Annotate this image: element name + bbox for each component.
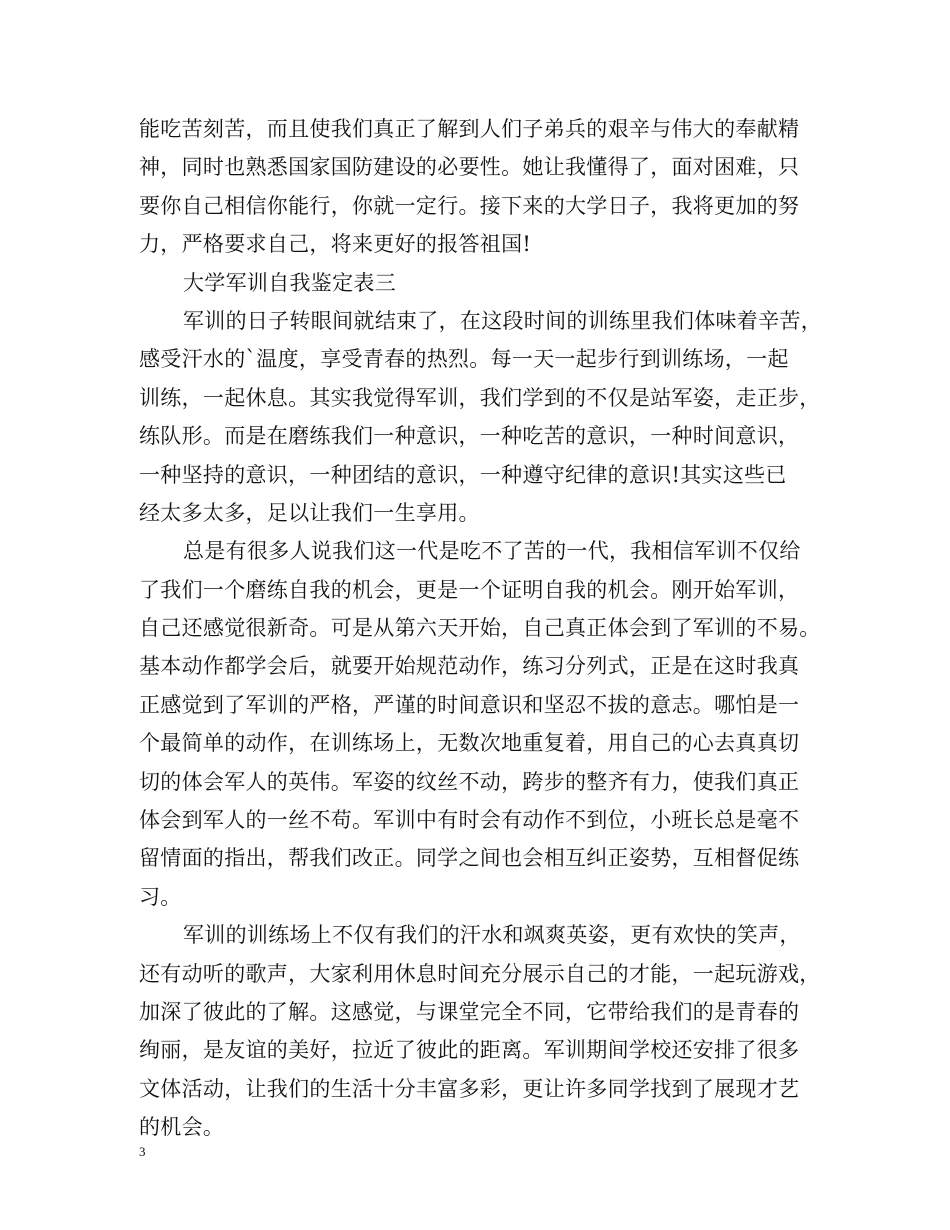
section-heading: 大学军训自我鉴定表三 bbox=[183, 270, 396, 295]
text-line: 一种坚持的意识，一种团结的意识，一种遵守纪律的意识!其实这些已 bbox=[139, 462, 787, 487]
text-line: 的机会。 bbox=[139, 1115, 225, 1140]
text-line: 力，严格要求自己，将来更好的报答祖国! bbox=[139, 232, 532, 257]
text-line: 训练，一起休息。其实我觉得军训，我们学到的不仅是站军姿，走正步， bbox=[139, 385, 821, 410]
text-line: 文体活动，让我们的生活十分丰富多彩，更让许多同学找到了展现才艺 bbox=[139, 1076, 800, 1101]
text-line: 个最简单的动作，在训练场上，无数次地重复着，用自己的心去真真切 bbox=[139, 731, 800, 756]
page-number: 3 bbox=[139, 1144, 146, 1159]
text-line: 能吃苦刻苦，而且使我们真正了解到人们子弟兵的艰辛与伟大的奉献精 bbox=[139, 117, 800, 141]
text-line: 绚丽，是友谊的美好，拉近了彼此的距离。军训期间学校还安排了很多 bbox=[139, 1038, 800, 1063]
text-line: 了我们一个磨练自我的机会，更是一个证明自我的机会。刚开始军训， bbox=[139, 577, 800, 602]
text-line: 加深了彼此的了解。这感觉，与课堂完全不同，它带给我们的是青春的 bbox=[139, 999, 800, 1024]
text-line: 基本动作都学会后，就要开始规范动作，练习分列式，正是在这时我真 bbox=[139, 654, 800, 679]
text-line: 要你自己相信你能行，你就一定行。接下来的大学日子，我将更加的努 bbox=[139, 193, 800, 218]
text-line: 习。 bbox=[139, 884, 182, 909]
text-line: 切的体会军人的英伟。军姿的纹丝不动，跨步的整齐有力，使我们真正 bbox=[139, 769, 800, 794]
text-line: 练队形。而是在磨练我们一种意识，一种吃苦的意识，一种时间意识， bbox=[139, 424, 800, 449]
text-line: 自己还感觉很新奇。可是从第六天开始，自己真正体会到了军训的不易。 bbox=[139, 616, 821, 641]
text-line: 总是有很多人说我们这一代是吃不了苦的一代，我相信军训不仅给 bbox=[183, 539, 801, 564]
text-line: 感受汗水的`温度，享受青春的热烈。每一天一起步行到训练场，一起 bbox=[139, 347, 789, 372]
document-body bbox=[139, 110, 822, 1147]
text-line: 还有动听的歌声，大家利用休息时间充分展示自己的才能，一起玩游戏， bbox=[139, 961, 821, 986]
text-line: 军训的训练场上不仅有我们的汗水和飒爽英姿，更有欢快的笑声， bbox=[183, 923, 801, 948]
text-line: 神，同时也熟悉国家国防建设的必要性。她让我懂得了，面对困难，只 bbox=[139, 155, 800, 180]
text-line: 留情面的指出，帮我们改正。同学之间也会相互纠正姿势，互相督促练 bbox=[139, 846, 800, 871]
text-line: 经太多太多，足以让我们一生享用。 bbox=[139, 500, 480, 525]
text-line: 军训的日子转眼间就结束了，在这段时间的训练里我们体味着辛苦， bbox=[183, 308, 822, 333]
text-line: 体会到军人的一丝不苟。军训中有时会有动作不到位，小班长总是毫不 bbox=[139, 808, 800, 833]
text-line: 正感觉到了军训的严格，严谨的时间意识和坚忍不拔的意志。哪怕是一 bbox=[139, 692, 800, 717]
